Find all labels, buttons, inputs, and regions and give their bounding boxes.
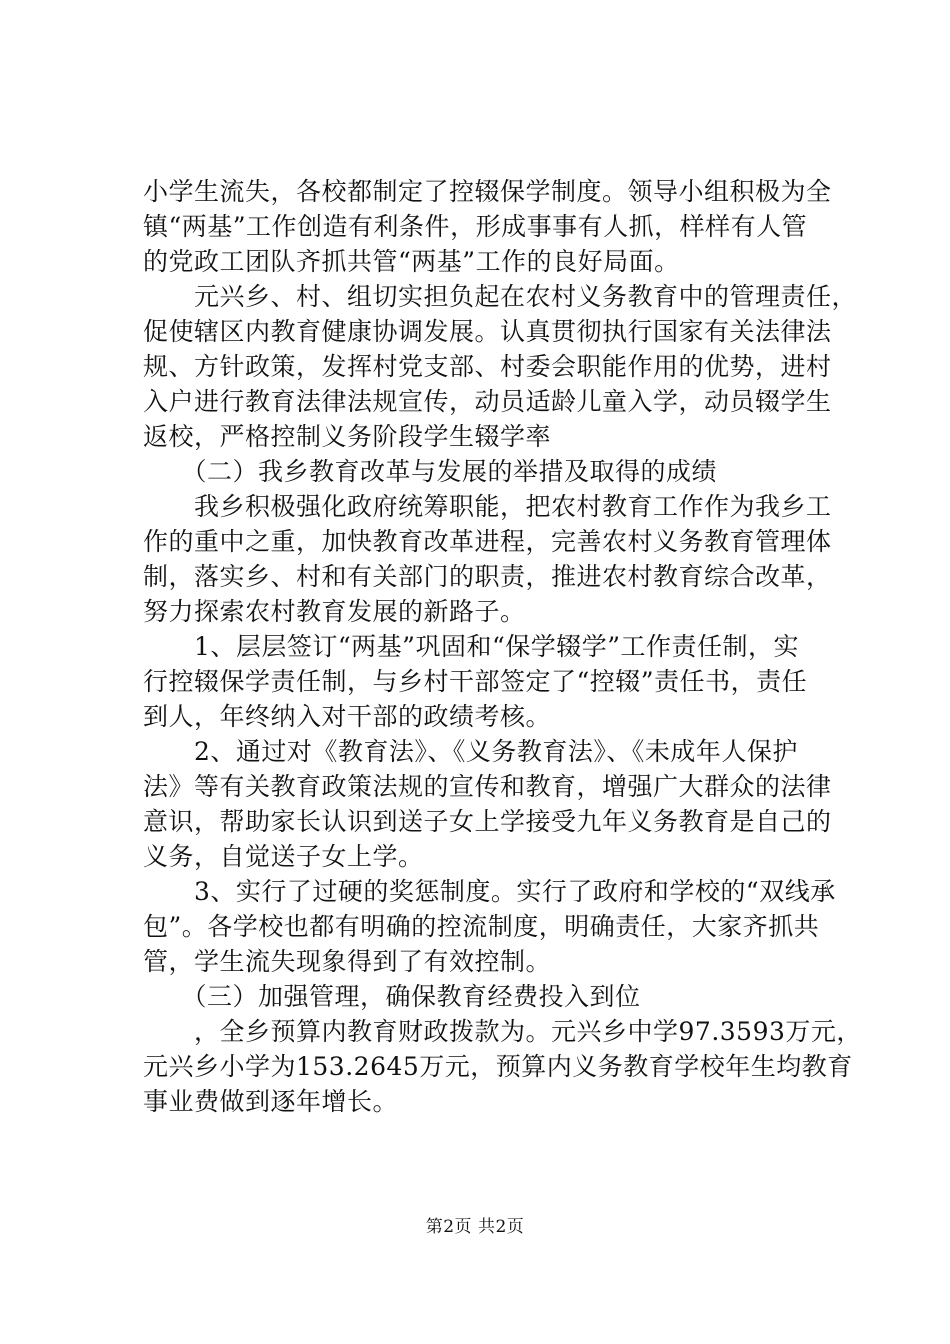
body-line: 作的重中之重，加快教育改革进程，完善农村义务教育管理体 [143,527,832,556]
body-line: 包”。各学校也都有明确的控流制度，明确责任，大家齐抓共 [143,912,820,941]
body-line: 元兴乡小学为153.2645万元，预算内义务教育学校年生均教育 [143,1052,853,1081]
body-line: 制，落实乡、村和有关部门的职责，推进农村教育综合改革， [143,562,832,591]
body-line: 的党政工团队齐抓共管“两基”工作的良好局面。 [143,247,680,276]
body-line: ，全乡预算内教育财政拨款为。元兴乡中学97.3593万元， [143,1017,862,1046]
body-line: 到人，年终纳入对干部的政绩考核。 [143,702,552,731]
body-line: 意识，帮助家长认识到送子女上学接受九年义务教育是自己的 [143,807,832,836]
body-line: 法》等有关教育政策法规的宣传和教育，增强广大群众的法律 [143,772,832,801]
body-line: 3、实行了过硬的奖惩制度。实行了政府和学校的“双线承 [143,877,836,906]
body-line: 努力探索农村教育发展的新路子。 [143,597,526,626]
body-line: 入户进行教育法律法规宣传，动员适龄儿童入学，动员辍学生 [143,387,832,416]
page-footer [0,1216,950,1238]
body-line: 我乡积极强化政府统筹职能，把农村教育工作作为我乡工 [143,492,832,521]
body-line: 返校，严格控制义务阶段学生辍学率 [143,422,552,451]
body-line: 促使辖区内教育健康协调发展。认真贯彻执行国家有关法律法 [143,317,832,346]
body-line: 规、方针政策，发挥村党支部、村委会职能作用的优势，进村 [143,352,832,381]
body-line: 元兴乡、村、组切实担负起在农村义务教育中的管理责任， [143,282,858,311]
section-heading: （二）我乡教育改革与发展的举措及取得的成绩 [143,457,718,486]
body-line: 1、层层签订“两基”巩固和“保学辍学”工作责任制，实 [143,632,800,661]
section-heading: （三）加强管理，确保教育经费投入到位 [143,982,641,1011]
body-line: 小学生流失，各校都制定了控辍保学制度。领导小组积极为全 [143,177,832,206]
body-line: 2、通过对《教育法》、《义务教育法》、《未成年人保护 [143,737,798,766]
body-line: 事业费做到逐年增长。 [143,1087,399,1116]
body-line: 管，学生流失现象得到了有效控制。 [143,947,552,976]
page-number: 第2页 共2页 [425,1217,525,1237]
body-line: 义务，自觉送子女上学。 [143,842,424,871]
document-body [143,174,862,1119]
body-line: 镇“两基”工作创造有利条件，形成事事有人抓，样样有人管 [143,212,808,241]
body-line: 行控辍保学责任制，与乡村干部签定了“控辍”责任书，责任 [143,667,808,696]
